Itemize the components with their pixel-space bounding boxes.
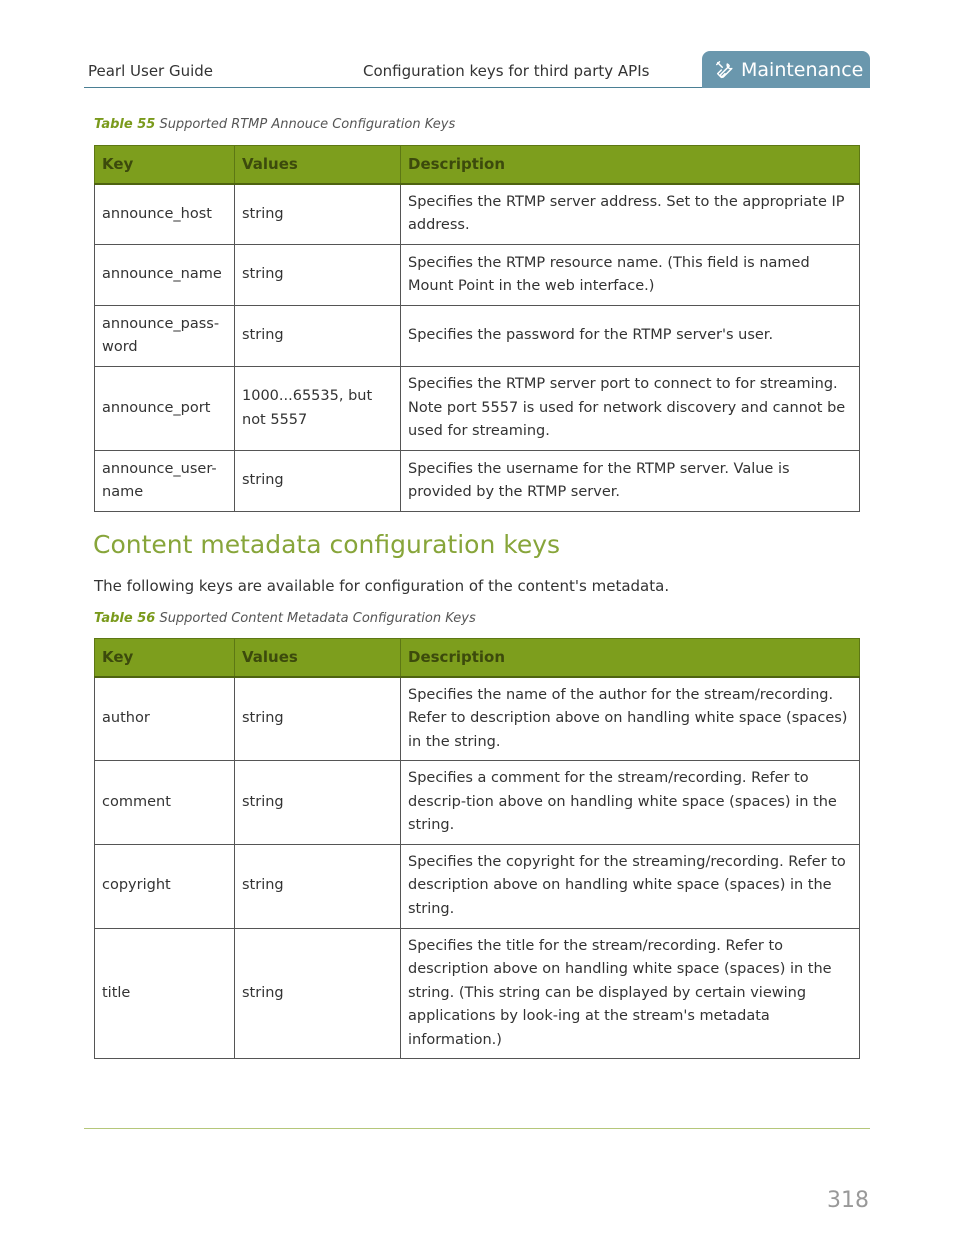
cell-values: string — [235, 306, 401, 367]
table-row — [95, 928, 860, 1059]
cell-description: Specifies the RTMP resource name. (This field is named Mount Point in the web interface.) — [401, 245, 860, 306]
rtmp-announce-table — [94, 145, 860, 512]
cell-description: Specifies the RTMP server port to connect to for streaming. Note port 5557 is used for network discovery and cannot be used for streaming. — [401, 367, 860, 451]
cell-values: 1000...65535, but not 5557 — [235, 367, 401, 451]
section-heading: Content metadata configuration keys — [93, 530, 561, 559]
table-56-number: Table 56 — [94, 611, 156, 626]
column-header-values: Values — [235, 639, 401, 677]
column-header-description: Description — [401, 146, 860, 184]
cell-description: Specifies the username for the RTMP server. Value is provided by the RTMP server. — [401, 451, 860, 512]
table-row — [95, 451, 860, 512]
cell-values: string — [235, 928, 401, 1059]
table-56-caption-text: Supported Content Metadata Configuration Keys — [159, 611, 476, 626]
maintenance-tab-label: Maintenance — [741, 58, 864, 81]
cell-description: Specifies a comment for the stream/recording. Refer to descrip-tion above on handling white space (spaces) in the string. — [401, 761, 860, 845]
cell-values: string — [235, 677, 401, 761]
cell-key: author — [95, 677, 235, 761]
table-header-row — [95, 639, 860, 677]
cell-key: title — [95, 928, 235, 1059]
cell-key: announce_user-name — [95, 451, 235, 512]
cell-key: copyright — [95, 844, 235, 928]
cell-values: string — [235, 451, 401, 512]
cell-key: comment — [95, 761, 235, 845]
table-55-caption-text: Supported RTMP Annouce Configuration Keys — [159, 117, 456, 132]
table-row — [95, 761, 860, 845]
cell-key: announce_host — [95, 184, 235, 245]
column-header-values: Values — [235, 146, 401, 184]
cell-description: Specifies the password for the RTMP server's user. — [401, 306, 860, 367]
table-row — [95, 677, 860, 761]
cell-description: Specifies the title for the stream/recording. Refer to description above on handling white space (spaces) in the string. (This string can be displayed by certain viewing applications by look-ing at the stream's metadata information.) — [401, 928, 860, 1059]
column-header-key: Key — [95, 639, 235, 677]
footer-divider — [84, 1128, 870, 1129]
cell-key: announce_name — [95, 245, 235, 306]
maintenance-tab[interactable] — [702, 51, 870, 88]
guide-title: Pearl User Guide — [88, 62, 214, 80]
table-header-row — [95, 146, 860, 184]
table-row — [95, 367, 860, 451]
section-intro: The following keys are available for configuration of the content's metadata. — [94, 577, 670, 595]
content-metadata-table — [94, 638, 860, 1059]
cell-values: string — [235, 184, 401, 245]
table-55-number: Table 55 — [94, 117, 156, 132]
cell-values: string — [235, 245, 401, 306]
cell-description: Specifies the RTMP server address. Set to the appropriate IP address. — [401, 184, 860, 245]
page-header — [84, 50, 870, 88]
table-row — [95, 184, 860, 245]
cell-key: announce_pass-word — [95, 306, 235, 367]
section-title: Configuration keys for third party APIs — [363, 62, 650, 80]
tools-icon — [714, 59, 736, 81]
table-56-caption — [94, 611, 476, 626]
table-row — [95, 844, 860, 928]
cell-description: Specifies the copyright for the streaming/recording. Refer to description above on handling white space (spaces) in the string. — [401, 844, 860, 928]
table-row — [95, 306, 860, 367]
page-number: 318 — [827, 1188, 869, 1213]
cell-key: announce_port — [95, 367, 235, 451]
cell-values: string — [235, 844, 401, 928]
column-header-description: Description — [401, 639, 860, 677]
cell-description: Specifies the name of the author for the stream/recording. Refer to description above on handling white space (spaces) in the string. — [401, 677, 860, 761]
table-row — [95, 245, 860, 306]
column-header-key: Key — [95, 146, 235, 184]
cell-values: string — [235, 761, 401, 845]
table-55-caption — [94, 117, 455, 132]
